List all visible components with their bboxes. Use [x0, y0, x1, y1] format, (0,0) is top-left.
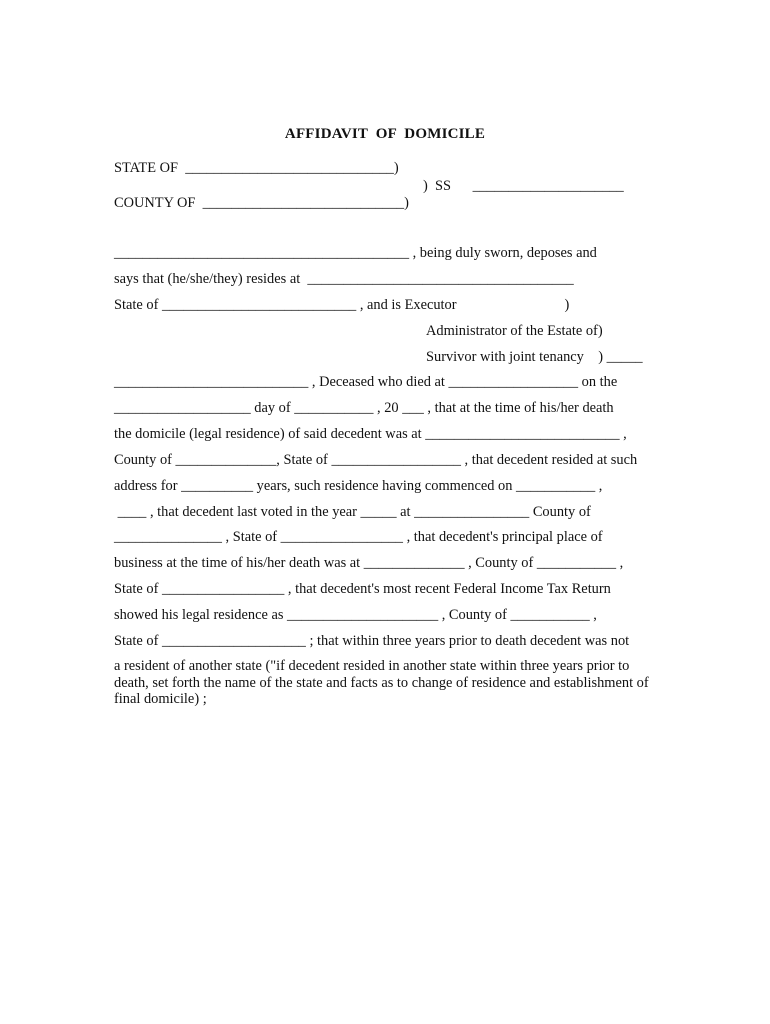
body-line-11: ____ , that decedent last voted in the year _____ at ________________ County of: [114, 504, 591, 520]
body-line-6: ___________________________ , Deceased who died at __________________ on the: [114, 374, 618, 390]
document-title: AFFIDAVIT OF DOMICILE: [284, 126, 486, 142]
body-line-7: ___________________ day of ___________ , 20 ___ , that at the time of his/her death: [114, 400, 614, 416]
body-line-3: State of ___________________________ , and is Executor ): [114, 297, 570, 313]
closing-paragraph: a resident of another state ("if decedent resided in another state within three years prior to death, set forth the name of the state and facts as to change of residence and establishment of final domicile) ;: [114, 658, 649, 707]
body-line-2: says that (he/she/they) resides at _____________________________________: [114, 271, 574, 287]
body-line-15: showed his legal residence as _____________________ , County of ___________ ,: [114, 607, 597, 623]
body-line-10: address for __________ years, such residence having commenced on ___________ ,: [114, 478, 603, 494]
body-line-13: business at the time of his/her death was at ______________ , County of ___________ ,: [114, 555, 624, 571]
body-line-5: Survivor with joint tenancy ) _____: [426, 349, 643, 365]
body-line-9: County of ______________, State of __________________ , that decedent resided at such: [114, 452, 638, 468]
body-line-12: _______________ , State of _________________ , that decedent's principal place of: [114, 529, 603, 545]
state-of-line: STATE OF _____________________________): [114, 160, 399, 176]
body-line-8: the domicile (legal residence) of said decedent was at ___________________________ ,: [114, 426, 627, 442]
body-line-1: _________________________________________ , being duly sworn, deposes and: [114, 245, 597, 261]
body-line-14: State of _________________ , that decedent's most recent Federal Income Tax Return: [114, 581, 611, 597]
body-line-4: Administrator of the Estate of): [426, 323, 603, 339]
body-line-16: State of ____________________ ; that within three years prior to death decedent was not: [114, 633, 630, 649]
ss-line: ) SS _____________________: [423, 178, 624, 194]
county-of-line: COUNTY OF ____________________________): [114, 195, 409, 211]
